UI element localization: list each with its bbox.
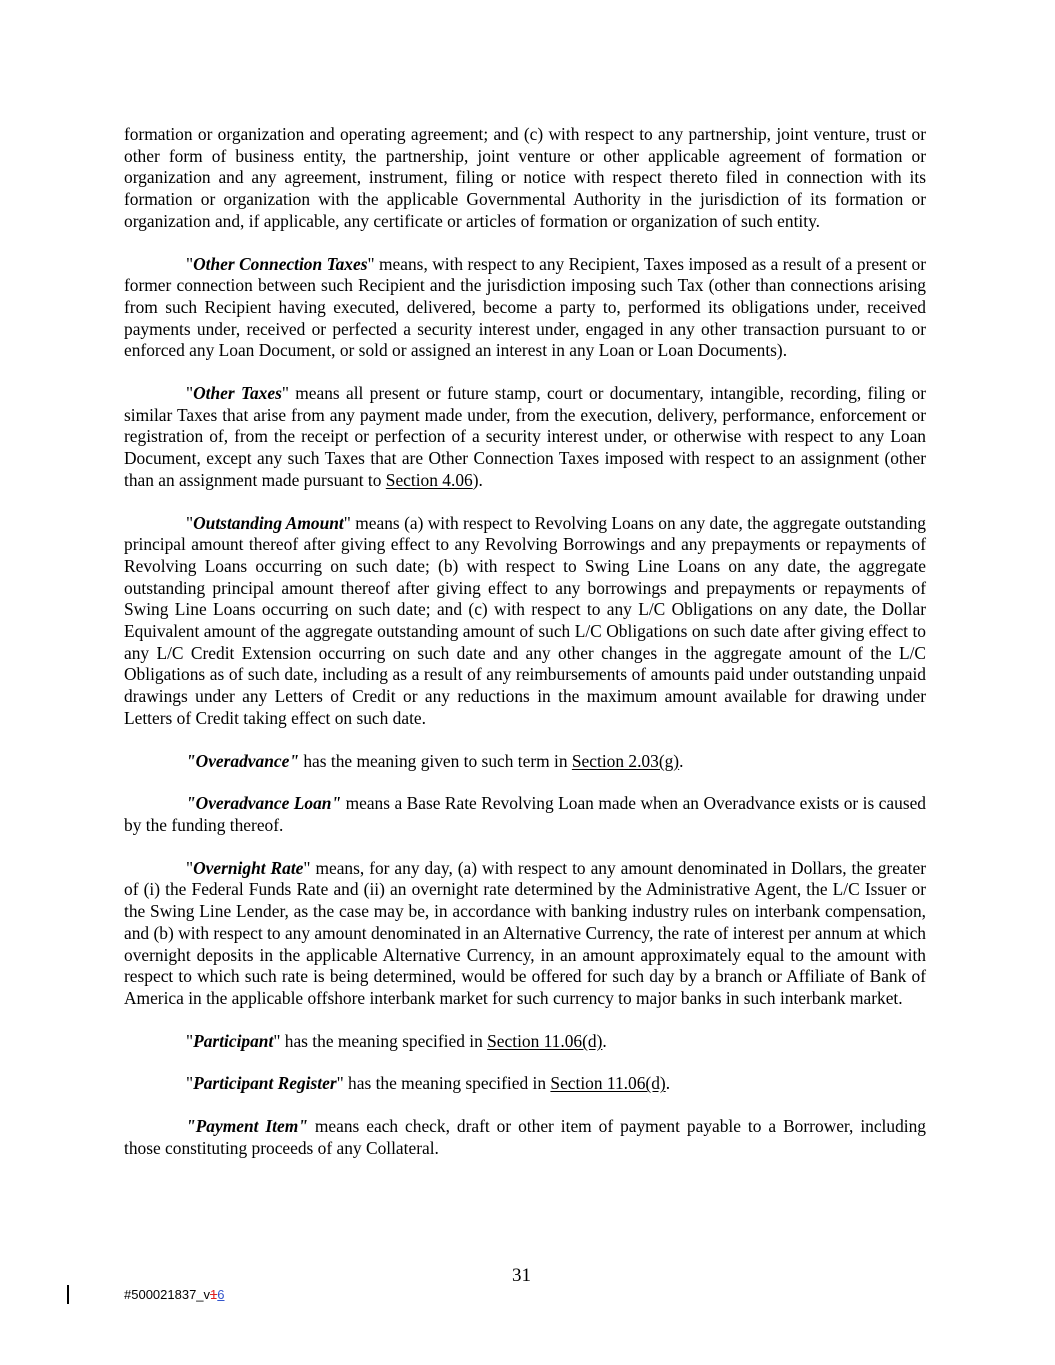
- definition-text: means all present or future stamp, court or documentary, intangible, recording, filing or similar Taxes that arise from any payment made under, from the execution, delivery, performance, enforcement or registration of, from the receipt or perfection of a security interest under, or otherwise with respect to any Loan Document, except any such Taxes that are Other Connection Taxes imposed with respect to an assignment (other than an assignment made pursuant to: [124, 383, 926, 490]
- document-body: [124, 124, 926, 1180]
- defined-term: "Overadvance": [186, 750, 299, 771]
- definition-participant-register: [124, 1073, 926, 1095]
- definition-outstanding-amount: [124, 513, 926, 730]
- section-reference: Section 4.06: [385, 469, 473, 490]
- document-id-prefix: #500021837_v: [124, 1287, 211, 1302]
- defined-term: "Payment Item": [186, 1116, 308, 1137]
- defined-term: Overnight Rate: [193, 857, 304, 878]
- open-quote: ": [186, 1073, 194, 1094]
- definition-text: has the meaning given to such term in: [299, 750, 572, 771]
- definition-other-taxes: [124, 383, 926, 492]
- document-id-inserted-version: 6: [217, 1287, 225, 1302]
- definition-overadvance-loan: [124, 793, 926, 836]
- close-quote: ": [303, 857, 311, 878]
- open-quote: ": [186, 253, 194, 274]
- document-id: [124, 1287, 225, 1302]
- definition-tail: ).: [472, 469, 483, 490]
- open-quote: ": [186, 1030, 194, 1051]
- defined-term: "Overadvance Loan": [186, 793, 342, 814]
- defined-term: Other Connection Taxes: [193, 253, 368, 274]
- defined-term: Participant Register: [193, 1073, 337, 1094]
- definition-tail: .: [665, 1073, 671, 1094]
- document-id-deleted-version: 1: [210, 1287, 218, 1302]
- close-quote: ": [336, 1073, 344, 1094]
- definition-participant: [124, 1031, 926, 1053]
- page-number: 31: [512, 1265, 531, 1286]
- close-quote: ": [367, 253, 375, 274]
- section-reference: Section 2.03(g): [571, 750, 680, 771]
- defined-term: Outstanding Amount: [193, 512, 344, 533]
- open-quote: ": [186, 857, 194, 878]
- definition-text: means (a) with respect to Revolving Loans on any date, the aggregate outstanding principal amount thereof after giving effect to any Revolving Borrowings and any prepayments or repayments of Revolving Loans occurring on such date; (b) with respect to Swing Line Loans on any date, the aggregate outstanding principal amount thereof after giving effect to any borrowings and prepayments or repayments of Swing Line Loans occurring on such date; and (c) with respect to any L/C Obligations on any date, the Dollar Equivalent amount of the aggregate outstanding amount of such L/C Obligations on such date after giving effect to any L/C Credit Extension occurring on such date and any other changes in the aggregate amount of the L/C Obligations as of such date, including as a result of any reimbursements of amounts paid under outstanding unpaid drawings under any Letters of Credit or any reductions in the maximum amount available for drawing under Letters of Credit taking effect on such date.: [124, 512, 926, 728]
- revision-change-bar: [67, 1285, 69, 1304]
- defined-term: Other Taxes: [193, 383, 282, 404]
- open-quote: ": [186, 512, 194, 533]
- definition-text: means a Base Rate Revolving Loan made when an Overadvance exists or is caused by the funding thereof.: [124, 793, 927, 835]
- definition-text: means each check, draft or other item of payment payable to a Borrower, including those constituting proceeds of any Collateral.: [124, 1116, 927, 1158]
- definition-text: has the meaning specified in: [343, 1073, 551, 1094]
- section-reference: Section 11.06(d): [487, 1030, 603, 1051]
- close-quote: ": [343, 512, 351, 533]
- definition-payment-item: [124, 1116, 926, 1159]
- definition-text: means, with respect to any Recipient, Taxes imposed as a result of a present or former connection between such Recipient and the jurisdiction imposing such Tax (other than connections arising from such Recipient having executed, delivered, become a party to, performed its obligations under, received payments under, received or perfected a security interest under, engaged in any other transaction pursuant to or enforced any Loan Document, or sold or assigned an interest in any Loan or Loan Documents).: [124, 253, 926, 361]
- definition-overnight-rate: [124, 858, 926, 1010]
- definition-text: means, for any day, (a) with respect to any amount denominated in Dollars, the greater of (i) the Federal Funds Rate and (ii) an overnight rate determined by the Administrative Agent, the L/C Issuer or the Swing Line Lender, as the case may be, in accordance with banking industry rules on interbank compensation, and (b) with respect to any amount denominated in an Alternative Currency, the rate of interest per annum at which overnight deposits in the applicable Alternative Currency, in an amount approximately equal to the amount with respect to which such rate is being determined, would be offered for such day by a branch or Affiliate of Bank of America in the applicable offshore interbank market for such currency to major banks in such interbank market.: [124, 857, 926, 1008]
- definition-tail: .: [679, 750, 684, 771]
- continuation-paragraph: formation or organization and operating agreement; and (c) with respect to any partnership, joint venture, trust or other form of business entity, the partnership, joint venture or other applicable agreement of formation or organization and any agreement, instrument, filing or notice with respect thereto filed in connection with its formation or organization with the applicable Governmental Authority in the jurisdiction of its formation or organization and, if applicable, any certificate or articles of formation or organization of such entity.: [124, 124, 926, 231]
- defined-term: Participant: [193, 1030, 274, 1051]
- close-quote: ": [281, 383, 289, 404]
- definition-text: has the meaning specified in: [280, 1030, 488, 1051]
- open-quote: ": [186, 383, 194, 404]
- section-reference: Section 11.06(d): [550, 1073, 666, 1094]
- definition-tail: .: [602, 1030, 607, 1051]
- definition-other-connection-taxes: [124, 254, 926, 363]
- close-quote: ": [273, 1030, 281, 1051]
- definition-overadvance: [124, 751, 926, 773]
